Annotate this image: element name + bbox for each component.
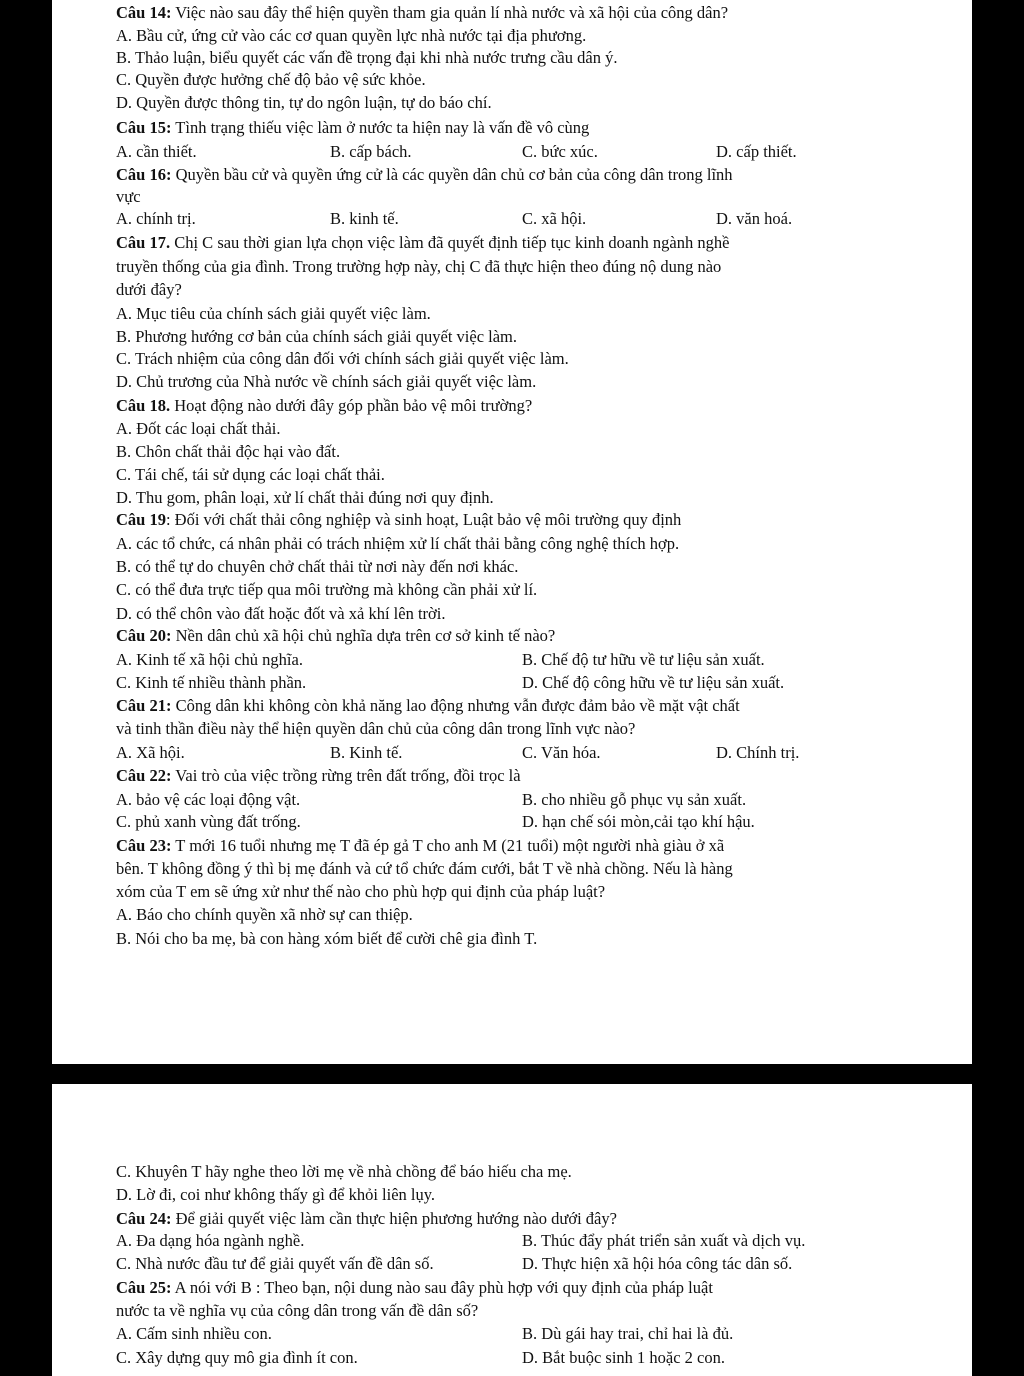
q14-option-d: D. Quyền được thông tin, tự do ngôn luận, tự do báo chí. [116, 93, 492, 112]
question-label: Câu 14: [116, 3, 172, 22]
q19-option-a: A. các tổ chức, cá nhân phải có trách nhiệm xử lí chất thải bằng công nghệ thích hợp. [116, 534, 680, 553]
q19-option-c: C. có thể đưa trực tiếp qua môi trường mà không cần phải xử lí. [116, 580, 538, 599]
question-24 [116, 1209, 617, 1229]
q19-option-b: B. có thể tự do chuyên chở chất thải từ nơi này đến nơi khác. [116, 557, 519, 576]
q18-option-d: D. Thu gom, phân loại, xử lí chất thải đúng nơi quy định. [116, 488, 494, 507]
question-text: Vai trò của việc trồng rừng trên đất trống, đồi trọc là [171, 766, 521, 785]
question-label: Câu 18. [116, 396, 171, 415]
q25-option-c: C. Xây dựng quy mô gia đình ít con. [116, 1348, 358, 1367]
question-label: Câu 21: [116, 696, 172, 715]
question-text: Việc nào sau đây thể hiện quyền tham gia quản lí nhà nước và xã hội của công dân? [171, 3, 729, 22]
q25-option-a: A. Cấm sinh nhiều con. [116, 1324, 272, 1343]
question-label: Câu 24: [116, 1209, 172, 1228]
question-21 [116, 696, 740, 716]
q23-option-a: A. Báo cho chính quyền xã nhờ sự can thiệp. [116, 905, 413, 924]
q22-option-b: B. cho nhiều gỗ phục vụ sản xuất. [522, 790, 747, 809]
q22-option-c: C. phủ xanh vùng đất trống. [116, 812, 301, 831]
q15-option-b: B. cấp bách. [330, 142, 412, 161]
question-text: Tình trạng thiếu việc làm ở nước ta hiện nay là vấn đề vô cùng [171, 118, 590, 137]
q21-option-d: D. Chính trị. [716, 743, 800, 762]
question-label: Câu 25: [116, 1278, 172, 1297]
q16-option-d: D. văn hoá. [716, 209, 793, 228]
q18-option-a: A. Đốt các loại chất thải. [116, 419, 281, 438]
question-text: A nói với B : Theo bạn, nội dung nào sau đây phù hợp với quy định của pháp luật [171, 1278, 713, 1297]
q25-option-b: B. Dù gái hay trai, chỉ hai là đủ. [522, 1324, 734, 1343]
question-17-cont: truyền thống của gia đình. Trong trường hợp này, chị C đã thực hiện theo đúng nộ dung nào [116, 257, 722, 276]
question-22 [116, 766, 521, 786]
q23-option-b: B. Nói cho ba mẹ, bà con hàng xóm biết để cười chê gia đình T. [116, 929, 538, 948]
q24-option-c: C. Nhà nước đầu tư để giải quyết vấn đề dân số. [116, 1254, 434, 1273]
question-25 [116, 1278, 713, 1298]
q20-option-a: A. Kinh tế xã hội chủ nghĩa. [116, 650, 303, 669]
question-text: Quyền bầu cử và quyền ứng cử là các quyền dân chủ cơ bản của công dân trong lĩnh [171, 165, 733, 184]
q14-option-b: B. Thảo luận, biểu quyết các vấn đề trọng đại khi nhà nước trưng cầu dân ý. [116, 48, 618, 67]
question-label: Câu 23: [116, 836, 172, 855]
q24-option-d: D. Thực hiện xã hội hóa công tác dân số. [522, 1254, 793, 1273]
q14-option-c: C. Quyền được hưởng chế độ bảo vệ sức khỏe. [116, 70, 426, 89]
question-17-cont: dưới đây? [116, 280, 182, 299]
question-label: Câu 22: [116, 766, 172, 785]
question-14 [116, 3, 728, 23]
q18-option-b: B. Chôn chất thải độc hại vào đất. [116, 442, 341, 461]
q19-option-d: D. có thể chôn vào đất hoặc đốt và xả khí lên trời. [116, 604, 446, 623]
question-21-cont: và tinh thần điều này thể hiện quyền dân chủ của công dân trong lĩnh vực nào? [116, 719, 636, 738]
question-text: T mới 16 tuổi nhưng mẹ T đã ép gả T cho anh M (21 tuổi) một người nhà giàu ở xã [171, 836, 725, 855]
q17-option-c: C. Trách nhiệm của công dân đối với chính sách giải quyết việc làm. [116, 349, 569, 368]
q15-option-c: C. bức xúc. [522, 142, 598, 161]
question-16-cont: vực [116, 187, 141, 206]
q17-option-a: A. Mục tiêu của chính sách giải quyết việc làm. [116, 304, 431, 323]
q23-option-d: D. Lờ đi, coi như không thấy gì để khỏi liên lụy. [116, 1185, 436, 1204]
q20-option-d: D. Chế độ công hữu về tư liệu sản xuất. [522, 673, 785, 692]
question-text: Công dân khi không còn khả năng lao động nhưng vẫn được đảm bảo về mặt vật chất [171, 696, 740, 715]
document-page-2 [52, 1084, 972, 1376]
q21-option-b: B. Kinh tế. [330, 743, 403, 762]
q24-option-b: B. Thúc đẩy phát triển sản xuất và dịch vụ. [522, 1231, 806, 1250]
q21-option-a: A. Xã hội. [116, 743, 185, 762]
question-25-cont: nước ta về nghĩa vụ của công dân trong vấn đề dân số? [116, 1301, 479, 1320]
q15-option-d: D. cấp thiết. [716, 142, 797, 161]
question-15 [116, 118, 589, 138]
q17-option-d: D. Chủ trương của Nhà nước về chính sách giải quyết việc làm. [116, 372, 537, 391]
q16-option-b: B. kinh tế. [330, 209, 399, 228]
q15-option-a: A. cần thiết. [116, 142, 197, 161]
question-label: Câu 20: [116, 626, 172, 645]
question-16 [116, 165, 733, 185]
q20-option-b: B. Chế độ tư hữu về tư liệu sản xuất. [522, 650, 765, 669]
q16-option-a: A. chính trị. [116, 209, 196, 228]
q25-option-d: D. Bắt buộc sinh 1 hoặc 2 con. [522, 1348, 726, 1367]
question-23-cont: bên. T không đồng ý thì bị mẹ đánh và cứ tổ chức đám cưới, bắt T về nhà chồng. Nếu là hàng [116, 859, 733, 878]
q18-option-c: C. Tái chế, tái sử dụng các loại chất thải. [116, 465, 385, 484]
q16-option-c: C. xã hội. [522, 209, 587, 228]
question-20 [116, 626, 555, 646]
question-text: : Đối với chất thải công nghiệp và sinh hoạt, Luật bảo vệ môi trường quy định [165, 510, 682, 529]
question-18 [116, 396, 532, 416]
q17-option-b: B. Phương hướng cơ bản của chính sách giải quyết việc làm. [116, 327, 518, 346]
question-label: Câu 17. [116, 233, 171, 252]
q20-option-c: C. Kinh tế nhiều thành phần. [116, 673, 307, 692]
q23-option-c: C. Khuyên T hãy nghe theo lời mẹ về nhà chồng để báo hiếu cha mẹ. [116, 1162, 572, 1181]
question-17 [116, 233, 729, 253]
question-text: Để giải quyết việc làm cần thực hiện phương hướng nào dưới đây? [171, 1209, 617, 1228]
question-text: Chị C sau thời gian lựa chọn việc làm đã quyết định tiếp tục kinh doanh ngành nghề [170, 233, 730, 252]
document-page-1 [52, 0, 972, 1064]
question-text: Nền dân chủ xã hội chủ nghĩa dựa trên cơ sở kinh tế nào? [171, 626, 556, 645]
q14-option-a: A. Bầu cử, ứng cử vào các cơ quan quyền lực nhà nước tại địa phương. [116, 26, 587, 45]
q24-option-a: A. Đa dạng hóa ngành nghề. [116, 1231, 305, 1250]
q22-option-a: A. bảo vệ các loại động vật. [116, 790, 301, 809]
question-23 [116, 836, 724, 856]
question-text: Hoạt động nào dưới đây góp phần bảo vệ môi trường? [170, 396, 533, 415]
question-label: Câu 15: [116, 118, 172, 137]
q22-option-d: D. hạn chế sói mòn,cải tạo khí hậu. [522, 812, 755, 831]
question-23-cont: xóm của T em sẽ ứng xử như thế nào cho phù hợp qui định của pháp luật? [116, 882, 606, 901]
question-19 [116, 510, 681, 530]
question-label: Câu 16: [116, 165, 172, 184]
q21-option-c: C. Văn hóa. [522, 743, 601, 762]
question-label: Câu 19 [116, 510, 166, 529]
